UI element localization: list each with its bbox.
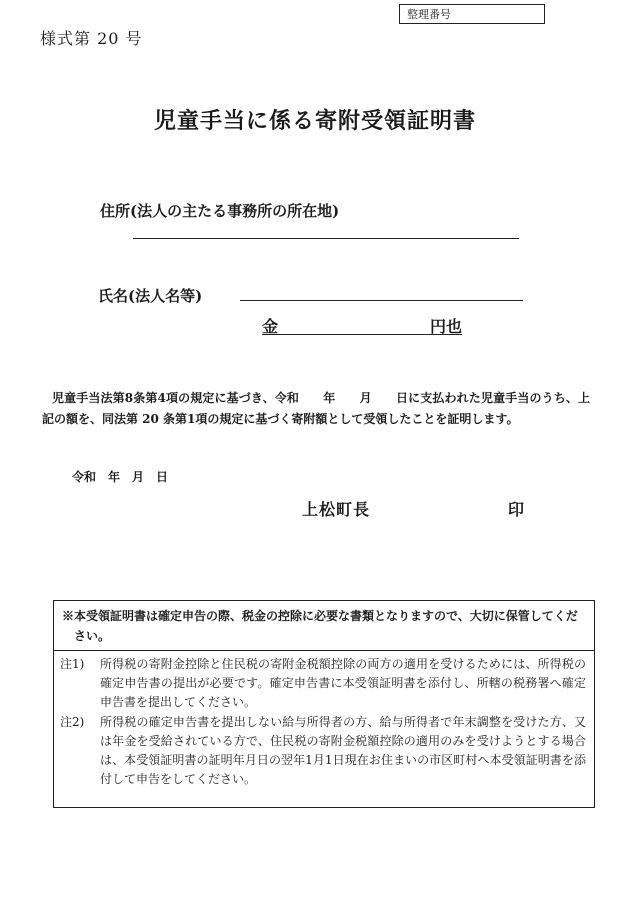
reference-number-label: 整理番号 bbox=[407, 8, 451, 21]
reference-number-box[interactable] bbox=[399, 4, 545, 24]
address-label: 住所(法人の主たる事務所の所在地) bbox=[100, 202, 340, 220]
amount-prefix: 金 bbox=[262, 317, 279, 336]
seal-mark: 印 bbox=[508, 500, 525, 519]
note-item bbox=[54, 713, 594, 789]
issue-date: 令和 年 月 日 bbox=[72, 470, 169, 484]
notice-heading: ※本受領証明書は確定申告の際、税金の控除に必要な書類となりますので、大切に保管してください。 bbox=[54, 601, 594, 651]
amount-field[interactable] bbox=[262, 314, 462, 335]
name-label: 氏名(法人名等) bbox=[98, 287, 203, 305]
form-number: 様式第 20 号 bbox=[40, 29, 143, 48]
issuer-title: 上松町長 bbox=[302, 500, 371, 519]
name-field-line[interactable] bbox=[240, 300, 523, 301]
note-text: 所得税の確定申告書を提出しない給与所得者の方、給与所得者で年末調整を受けた方、又は年金を受給されている方で、住民税の寄附金税額控除の適用のみを受けようとする場合は、本受領証明書の証明年月日の翌年1月1日現在お住まいの市区町村へ本受領証明書を添付して申告をしてください。 bbox=[100, 715, 586, 786]
note-item bbox=[54, 655, 594, 712]
certification-statement: 児童手当法第8条第4項の規定に基づき、令和 年 月 日に支払われた児童手当のうち、上記の額を、同法第 20 条第1項の規定に基づく寄附額として受領したことを証明します。 bbox=[42, 391, 590, 426]
document-title: 児童手当に係る寄附受領証明書 bbox=[153, 108, 476, 134]
notice-box bbox=[53, 600, 595, 808]
note-number: 注2) bbox=[60, 715, 85, 729]
note-text: 所得税の寄附金控除と住民税の寄附金税額控除の両方の適用を受けるためには、所得税の確定申告書の提出が必要です。確定申告書に本受領証明書を添付し、所轄の税務署へ確定申告書を提出してください。 bbox=[100, 657, 586, 709]
note-number: 注1) bbox=[60, 657, 85, 671]
address-field-line[interactable] bbox=[133, 238, 519, 239]
amount-suffix: 円也 bbox=[429, 317, 462, 336]
